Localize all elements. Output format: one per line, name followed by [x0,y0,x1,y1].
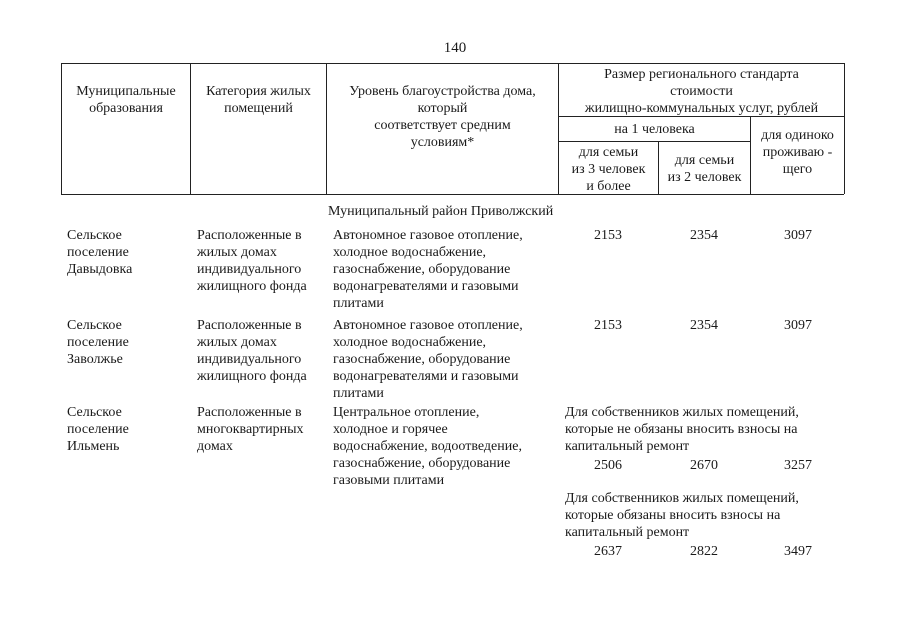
row-municipal: Сельское поселение Давыдовка [67,228,133,277]
row-value-family3: 2637 [594,544,622,559]
row-value-family2: 2822 [690,544,718,559]
row-value-family2: 2354 [690,228,718,243]
header-top-border [61,63,844,64]
row-value-family2: 2670 [690,458,718,473]
row-value-single: 3497 [784,544,812,559]
header-single: для одиноко проживаю - щего [761,128,834,177]
row-value-single: 3257 [784,458,812,473]
row-category: Расположенные в многоквартирных домах [197,405,304,454]
header-municipal: Муниципальные образования [76,84,176,116]
row-level: Автономное газовое отопление, холодное водоснабжение, газоснабжение, оборудование водонагревателями и газовыми плитами [333,228,523,311]
header-family3: для семьи из 3 человек и более [571,145,646,194]
header-size: Размер регионального стандарта стоимости жилищно-коммунальных услуг, рублей [584,67,819,116]
header-bottom-border [61,194,844,195]
header-subdivider-2 [558,141,750,142]
row-value-single: 3097 [784,318,812,333]
page-number: 140 [443,40,467,56]
row-level: Автономное газовое отопление, холодное водоснабжение, газоснабжение, оборудование водонагревателями и газовыми плитами [333,318,523,401]
row-value-family3: 2153 [594,318,622,333]
header-category: Категория жилых помещений [206,84,311,116]
district-heading: Муниципальный район Приволжский [328,204,554,219]
header-level: Уровень благоустройства дома, который соответствует средним условиям* [349,84,536,150]
row-value-family3: 2153 [594,228,622,243]
header-family2: для семьи из 2 человек [667,153,742,185]
row-level: Центральное отопление, холодное и горячее водоснабжение, водоотведение, газоснабжение, оборудование газовыми плитами [333,405,522,488]
row-municipal: Сельское поселение Ильмень [67,405,129,454]
header-per-person: на 1 человека [614,122,695,137]
row-value-family2: 2354 [690,318,718,333]
row-note-no-capital-repair: Для собственников жилых помещений, которые не обязаны вносить взносы на капитальный ремонт [565,405,799,454]
row-value-family3: 2506 [594,458,622,473]
header-col-line-6 [844,63,845,194]
row-category: Расположенные в жилых домах индивидуального жилищного фонда [197,318,307,384]
row-category: Расположенные в жилых домах индивидуального жилищного фонда [197,228,307,294]
row-municipal: Сельское поселение Заволжье [67,318,129,367]
row-note-capital-repair: Для собственников жилых помещений, которые обязаны вносить взносы на капитальный ремонт [565,491,799,540]
row-value-single: 3097 [784,228,812,243]
